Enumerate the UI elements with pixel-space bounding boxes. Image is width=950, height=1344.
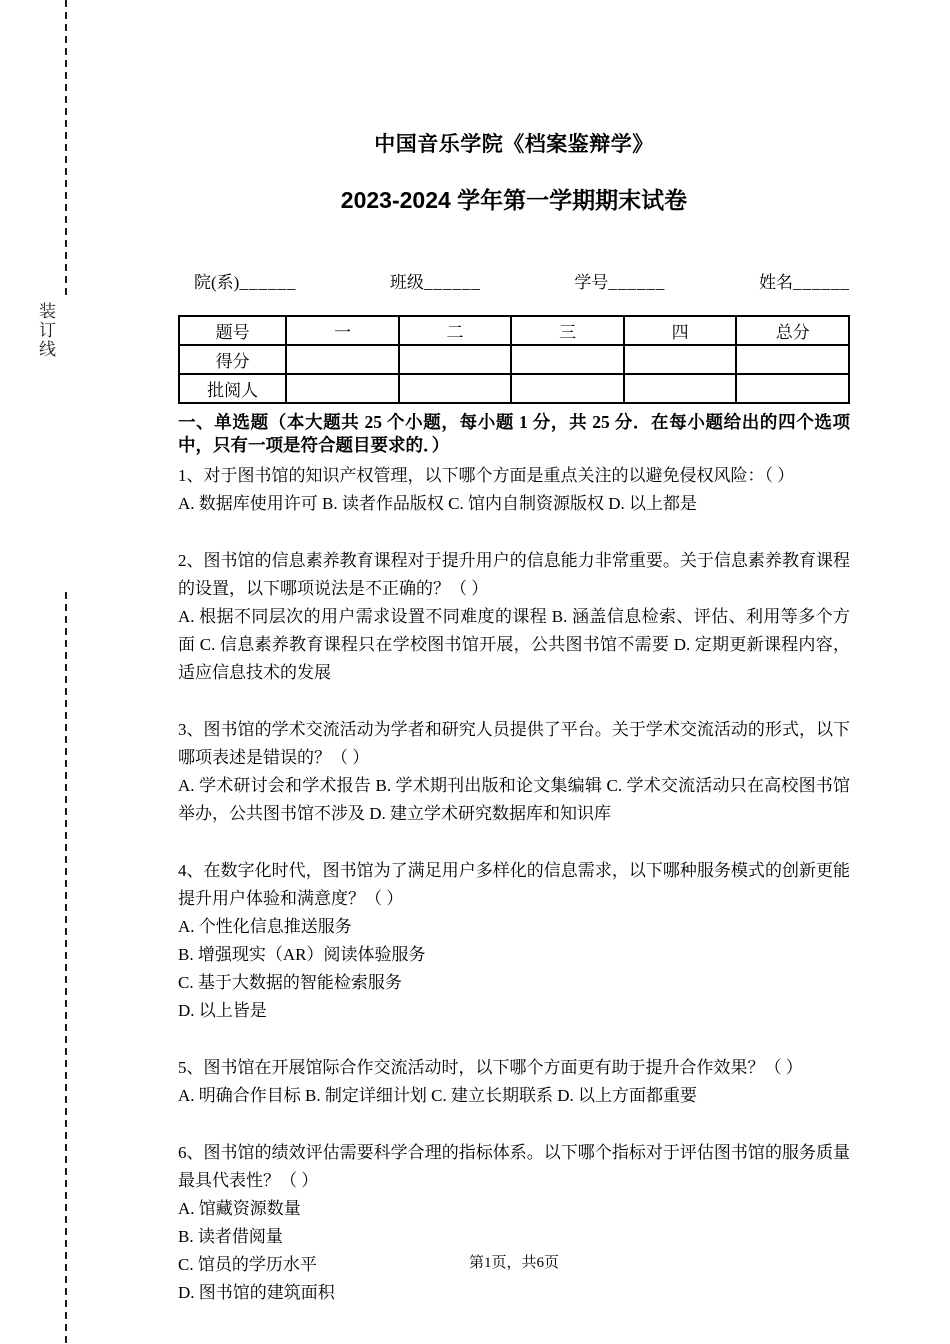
section-heading: 一、单选题（本大题共 25 个小题，每小题 1 分，共 25 分．在每小题给出的四个选项中，只有一项是符合题目要求的．）	[178, 412, 850, 455]
question-option: C. 馆员的学历水平	[178, 1255, 317, 1274]
question-option: D. 图书馆的建筑面积	[178, 1283, 335, 1302]
exam-title: 中国音乐学院《档案鉴辩学》	[374, 133, 654, 156]
binding-line-bottom-segment	[65, 592, 67, 1344]
student-field	[390, 268, 481, 293]
score-table-header-cell: 二	[399, 316, 512, 345]
question-6	[178, 1139, 850, 1307]
question-option: A. 个性化信息推送服务	[178, 917, 352, 936]
field-blank: ______	[792, 273, 850, 292]
score-table-header-cell: 三	[511, 316, 624, 345]
question-options: A. 数据库使用许可 B. 读者作品版权 C. 馆内自制资源版权 D. 以上都是	[178, 494, 697, 513]
binding-line-top-segment	[65, 0, 67, 296]
question-option: A. 馆藏资源数量	[178, 1199, 301, 1218]
student-fields-row	[178, 265, 850, 293]
score-cell	[511, 345, 624, 374]
student-field	[574, 268, 665, 293]
question-options: A. 明确合作目标 B. 制定详细计划 C. 建立长期联系 D. 以上方面都重要	[178, 1086, 697, 1105]
field-label: 班级	[389, 273, 424, 292]
question-stem: 3、图书馆的学术交流活动为学者和研究人员提供了平台。关于学术交流活动的形式，以下哪项表述是错误的？（ ）	[178, 720, 850, 767]
score-cell	[286, 345, 399, 374]
content-area	[178, 128, 850, 1307]
score-cell	[736, 374, 849, 403]
question-3	[178, 716, 850, 828]
question-stem: 1、对于图书馆的知识产权管理，以下哪个方面是重点关注的以避免侵权风险：（ ）	[178, 466, 795, 485]
score-table-header-cell: 题号	[179, 316, 286, 345]
question-options: A. 学术研讨会和学术报告 B. 学术期刊出版和论文集编辑 C. 学术交流活动只在高校图书馆举办，公共图书馆不涉及 D. 建立学术研究数据库和知识库	[178, 776, 850, 823]
question-5	[178, 1054, 850, 1110]
field-label: 姓名	[758, 273, 793, 292]
student-field	[759, 268, 850, 293]
question-options: A. 根据不同层次的用户需求设置不同难度的课程 B. 涵盖信息检索、评估、利用等多个方面 C. 信息素养教育课程只在学校图书馆开展，公共图书馆不需要 D. 定期更新课程内容，适应信息技术的发展	[178, 607, 850, 682]
score-table-row	[179, 345, 849, 374]
score-table-row	[179, 374, 849, 403]
question-option: B. 增强现实（AR）阅读体验服务	[178, 945, 426, 964]
question-stem: 4、在数字化时代，图书馆为了满足用户多样化的信息需求，以下哪种服务模式的创新更能提升用户体验和满意度？（ ）	[178, 861, 850, 908]
field-blank: ______	[608, 273, 666, 292]
question-stem: 2、图书馆的信息素养教育课程对于提升用户的信息能力非常重要。关于信息素养教育课程的设置，以下哪项说法是不正确的？（ ）	[178, 551, 850, 598]
field-label: 学号	[574, 273, 609, 292]
score-cell	[286, 374, 399, 403]
question-4	[178, 857, 850, 1025]
field-label: 院(系)	[194, 273, 240, 292]
score-table-header-cell: 四	[624, 316, 737, 345]
score-cell	[624, 374, 737, 403]
field-blank: ______	[423, 273, 481, 292]
score-table	[178, 315, 850, 404]
score-cell	[624, 345, 737, 374]
binding-line-label: 装订线	[36, 302, 55, 359]
score-row-label: 批阅人	[179, 374, 286, 403]
question-option: B. 读者借阅量	[178, 1227, 283, 1246]
score-table-header-cell: 总分	[736, 316, 849, 345]
score-cell	[399, 345, 512, 374]
questions	[178, 462, 850, 1307]
score-row-label: 得分	[179, 345, 286, 374]
field-blank: ______	[239, 273, 297, 292]
score-cell	[511, 374, 624, 403]
question-stem: 6、图书馆的绩效评估需要科学合理的指标体系。以下哪个指标对于评估图书馆的服务质量最具代表性？（ ）	[178, 1143, 850, 1190]
score-table-header-cell: 一	[286, 316, 399, 345]
student-field	[194, 268, 296, 293]
question-option: C. 基于大数据的智能检索服务	[178, 973, 402, 992]
score-cell	[399, 374, 512, 403]
question-option: D. 以上皆是	[178, 1001, 267, 1020]
question-2	[178, 547, 850, 687]
page-footer: 第1页，共6页	[468, 1255, 559, 1271]
score-table-body	[179, 316, 849, 403]
question-stem: 5、图书馆在开展馆际合作交流活动时，以下哪个方面更有助于提升合作效果？（ ）	[178, 1058, 803, 1077]
exam-subtitle: 2023-2024 学年第一学期期末试卷	[340, 187, 688, 213]
score-cell	[736, 345, 849, 374]
question-1	[178, 462, 850, 518]
score-table-header-row	[179, 316, 849, 345]
